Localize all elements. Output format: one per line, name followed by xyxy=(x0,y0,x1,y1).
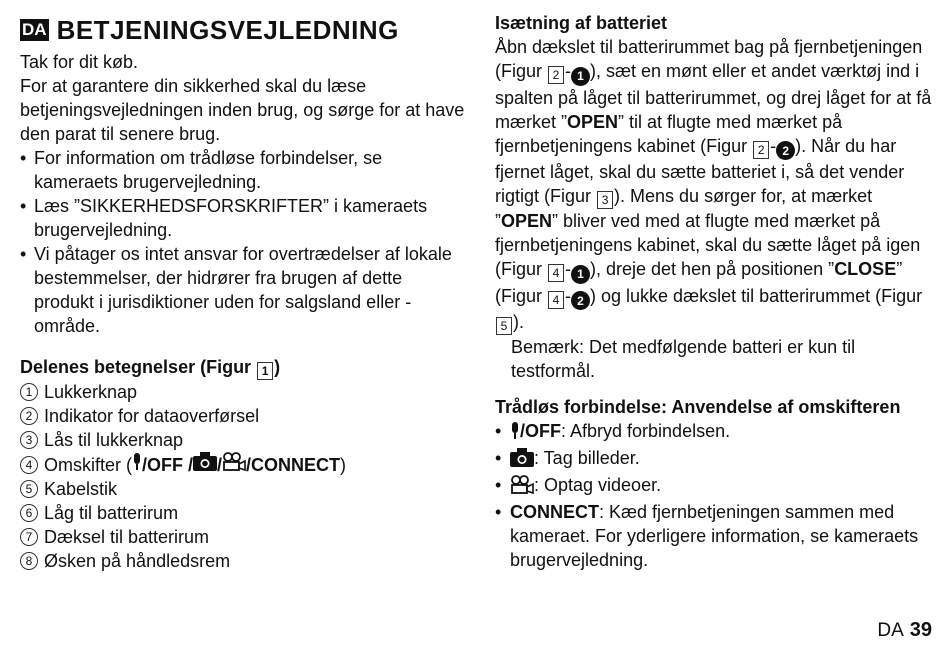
battery-heading: Isætning af batteriet xyxy=(495,13,668,33)
language-badge: DA xyxy=(22,20,47,39)
mic-icon xyxy=(132,453,142,477)
dash: - xyxy=(565,61,572,81)
figure-ref: 1 xyxy=(257,362,273,380)
part-number: 8 xyxy=(20,552,38,570)
battery-instructions xyxy=(495,35,935,335)
step-marker: 2 xyxy=(571,291,590,310)
off-label: /OFF xyxy=(520,421,561,441)
footer-language: DA xyxy=(877,620,904,641)
step-marker: 2 xyxy=(776,141,795,160)
page-footer xyxy=(877,619,932,642)
title-text: BETJENINGSVEJLEDNING xyxy=(56,14,399,45)
part-number: 4 xyxy=(20,456,38,474)
part-item xyxy=(20,477,465,501)
part-item xyxy=(20,404,465,428)
wireless-list xyxy=(495,419,935,572)
part-label: Lukkerknap xyxy=(44,382,138,402)
wireless-heading: Trådløs forbindelse: Anvendelse af omskifteren xyxy=(495,397,901,417)
parts-list xyxy=(20,380,465,573)
battery-text: ), dreje det hen på positionen ” xyxy=(590,259,835,279)
battery-text: ), sæt en mønt eller et andet værktøj ind i spalten på låget til batterirummet, og drej låget for at få mærket ” xyxy=(495,61,932,132)
page-number: 39 xyxy=(909,619,932,641)
part-label: Indikator for dataoverførsel xyxy=(44,406,260,426)
figure-ref: 3 xyxy=(597,191,613,209)
intro-bullets xyxy=(20,146,465,338)
part-item xyxy=(20,525,465,549)
dash: - xyxy=(565,259,572,279)
part-label: Kabelstik xyxy=(44,479,118,499)
parts-heading xyxy=(20,356,465,380)
part-item xyxy=(20,380,465,404)
open-word: OPEN xyxy=(501,211,553,231)
off-text: : Afbryd forbindelsen. xyxy=(561,421,731,441)
part-number: 6 xyxy=(20,504,38,522)
figure-ref: 2 xyxy=(753,141,769,159)
open-word: OPEN xyxy=(567,111,619,132)
battery-text: ). xyxy=(513,312,524,332)
wireless-item-movie xyxy=(495,473,935,500)
part-item xyxy=(20,452,465,477)
dash: - xyxy=(565,285,572,306)
part-label: Låg til batterirum xyxy=(44,503,179,523)
camera-icon xyxy=(193,452,217,477)
movie-text: : Optag videoer. xyxy=(534,475,662,495)
camera-text: : Tag billeder. xyxy=(534,448,640,468)
intro-bullet: • For information om trådløse forbindelser, se kameraets brugervejledning. xyxy=(20,146,465,194)
mic-icon xyxy=(510,422,520,446)
battery-text: ” bliver ved med at flugte med mærket på fjernbetjeningens kabinet, skal du sætte låget på igen (Figur xyxy=(495,211,921,279)
parts-heading-end: ) xyxy=(274,357,281,377)
wireless-item-off xyxy=(495,419,935,446)
battery-text: Åbn dækslet til batterirummet bag på fjernbetjeningen (Figur xyxy=(495,37,923,81)
battery-text: ” til at flugte med mærket på fjernbetjeningens kabinet (Figur xyxy=(495,111,843,156)
connect-text: : Kæd fjernbetjeningen sammen med kameraet. For yderligere information, se kameraets brugervejledning. xyxy=(510,502,919,570)
intro-paragraph: For at garantere din sikkerhed skal du læse betjeningsvejledningen inden brug, og sørge for at have den parat til senere brug. xyxy=(20,76,465,144)
part-label: Dæksel til batterirum xyxy=(44,527,210,547)
part-number: 2 xyxy=(20,407,38,425)
part-label: Omskifter ( xyxy=(44,454,132,475)
part-item xyxy=(20,428,465,452)
wireless-item-camera xyxy=(495,446,935,473)
figure-ref: 4 xyxy=(548,291,564,309)
right-column xyxy=(495,0,935,572)
thanks-text: Tak for dit køb. xyxy=(20,52,139,72)
part-item xyxy=(20,549,465,573)
intro-bullet: • Vi påtager os intet ansvar for overtrædelser af lokale bestemmelser, der hidrører fra brugen af dette produkt i jurisdiktioner uden for salgsland eller -område. xyxy=(20,242,465,338)
part-label: Øsken på håndledsrem xyxy=(44,551,231,571)
wireless-item-connect xyxy=(495,500,935,572)
battery-text: ). Mens du sørger for, at mærket ” xyxy=(495,186,873,231)
dash: - xyxy=(770,135,777,156)
step-marker: 1 xyxy=(571,265,590,284)
movie-icon xyxy=(222,452,246,477)
part-number: 1 xyxy=(20,383,38,401)
part-number: 3 xyxy=(20,431,38,449)
page-title xyxy=(20,0,465,47)
part-number: 7 xyxy=(20,528,38,546)
figure-ref: 5 xyxy=(496,317,512,335)
switch-separator: / xyxy=(217,454,223,475)
figure-ref: 4 xyxy=(548,264,564,282)
camera-icon xyxy=(510,448,534,473)
movie-icon xyxy=(510,475,534,500)
intro-bullet: • Læs ”SIKKERHEDSFORSKRIFTER” i kameraets brugervejledning. xyxy=(20,194,465,242)
battery-text: ” (Figur xyxy=(495,259,903,306)
close-word: CLOSE xyxy=(834,259,897,279)
part-label: Lås til lukkerknap xyxy=(44,430,184,450)
figure-ref: 2 xyxy=(548,66,564,84)
battery-note: Bemærk: Det medfølgende batteri er kun til testformål. xyxy=(511,337,856,381)
part-number: 5 xyxy=(20,480,38,498)
step-marker: 1 xyxy=(571,67,590,86)
part-item xyxy=(20,501,465,525)
battery-text: ) og lukke dækslet til batterirummet (Figur xyxy=(590,285,923,306)
switch-off-label: /OFF / xyxy=(142,454,193,475)
switch-connect-label: /CONNECT xyxy=(246,454,341,475)
parts-heading-text: Delenes betegnelser (Figur xyxy=(20,357,252,377)
battery-text: ). Når du har fjernet låget, skal du sætte batteriet i, så det vender rigtigt (Figur xyxy=(495,135,905,206)
connect-label: CONNECT xyxy=(510,502,599,522)
left-column xyxy=(20,0,465,573)
switch-close-paren: ) xyxy=(340,454,347,475)
